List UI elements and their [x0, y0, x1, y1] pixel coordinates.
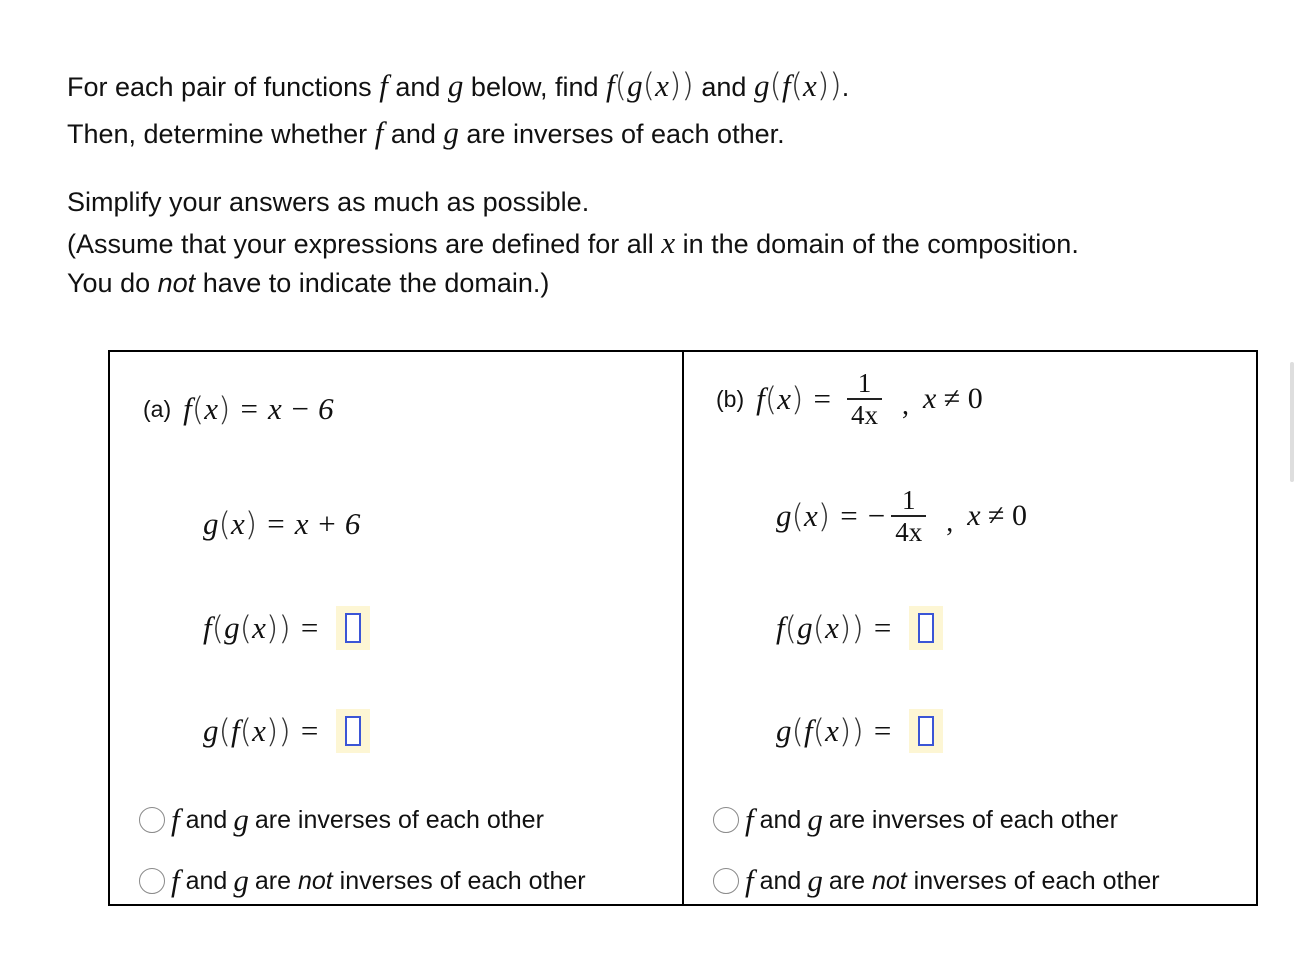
- part-a-gf-input[interactable]: [345, 716, 361, 746]
- math-x: x: [661, 225, 676, 260]
- part-b-label: (b): [716, 385, 745, 412]
- part-b-not-inverses-radio[interactable]: [713, 868, 739, 894]
- math-g-of-f-of-x: g(f(x)): [753, 66, 842, 104]
- part-a-inverses-radio[interactable]: [139, 807, 165, 833]
- part-b-f-definition: (b) f ( x ) = $\frac{1}{4x}$ , x ≠ 0: [716, 368, 983, 430]
- part-a-fg-input[interactable]: [345, 613, 361, 643]
- part-b-gf-answer-box: [909, 709, 943, 753]
- instruction-line-2: [67, 117, 785, 150]
- part-b-fg-input[interactable]: [918, 613, 934, 643]
- part-a-f-definition: (a) f ( x ) = x − 6: [143, 390, 334, 428]
- part-a-gf-row: g ( f ( x ) ) =: [203, 709, 370, 753]
- math-f: f: [374, 115, 384, 150]
- instr-text: and: [701, 72, 747, 102]
- part-a-g-rhs: x + 6: [294, 506, 361, 541]
- instr-text: and: [395, 72, 441, 102]
- part-b-gf-input[interactable]: [918, 716, 934, 746]
- part-b-gf-row: g ( f ( x ) ) =: [776, 709, 943, 753]
- part-b-option-inverses[interactable]: f and g are inverses of each other: [713, 802, 1118, 838]
- math-g: g: [447, 68, 464, 103]
- column-divider: [682, 352, 684, 904]
- part-b-g-sign: −: [867, 498, 886, 533]
- math-g: g: [443, 115, 459, 150]
- instruction-line-1: [67, 66, 850, 104]
- problem-table: [108, 350, 1258, 906]
- instr-text: have to indicate the domain.): [202, 268, 550, 298]
- part-a-g-definition: g ( x ) = x + 6: [203, 505, 361, 543]
- instr-text: and: [390, 119, 436, 149]
- instruction-line-4: [67, 227, 1079, 260]
- instruction-line-3: Simplify your answers as much as possible.: [67, 187, 590, 217]
- instr-text: You do: [67, 268, 151, 298]
- part-b-g-condition: x ≠ 0: [967, 499, 1027, 532]
- instr-text: Then, determine whether: [67, 119, 368, 149]
- part-b-fg-answer-box: [909, 606, 943, 650]
- scrollbar-edge[interactable]: [1290, 362, 1294, 482]
- part-b-f-condition: x ≠ 0: [922, 382, 983, 415]
- part-a-gf-answer-box: [336, 709, 370, 753]
- part-b-option-not-inverses[interactable]: f and g are not inverses of each other: [713, 863, 1160, 899]
- instr-text: below, find: [470, 72, 599, 102]
- part-a-fg-answer-box: [336, 606, 370, 650]
- instr-text: For each pair of functions: [67, 72, 372, 102]
- instr-text: in the domain of the composition.: [682, 229, 1079, 259]
- part-a-label: (a): [143, 395, 172, 422]
- instruction-line-5: [67, 267, 549, 299]
- part-a-option-not-inverses[interactable]: f and g are not inverses of each other: [139, 863, 586, 899]
- part-b-fg-row: f ( g ( x ) ) =: [776, 606, 943, 650]
- instr-text: .: [841, 72, 850, 102]
- part-a-fg-row: f ( g ( x ) ) =: [203, 606, 370, 650]
- part-b-inverses-radio[interactable]: [713, 807, 739, 833]
- part-b-f-fraction: $\frac{1}{4x}$: [847, 368, 882, 430]
- instr-emphasis: not: [157, 268, 196, 298]
- part-a-f-rhs: x − 6: [267, 391, 334, 426]
- instr-text: are inverses of each other.: [466, 119, 785, 149]
- part-a-not-inverses-radio[interactable]: [139, 868, 165, 894]
- part-b-g-fraction: $\frac{1}{4x}$: [891, 485, 926, 547]
- part-a-option-inverses[interactable]: f and g are inverses of each other: [139, 802, 544, 838]
- math-f: f: [379, 68, 388, 103]
- math-f-of-g-of-x: f(g(x)): [606, 66, 694, 104]
- instr-text: (Assume that your expressions are defined for all: [67, 229, 654, 259]
- part-b-g-definition: g ( x ) = − $\frac{1}{4x}$ , x ≠ 0: [776, 485, 1027, 547]
